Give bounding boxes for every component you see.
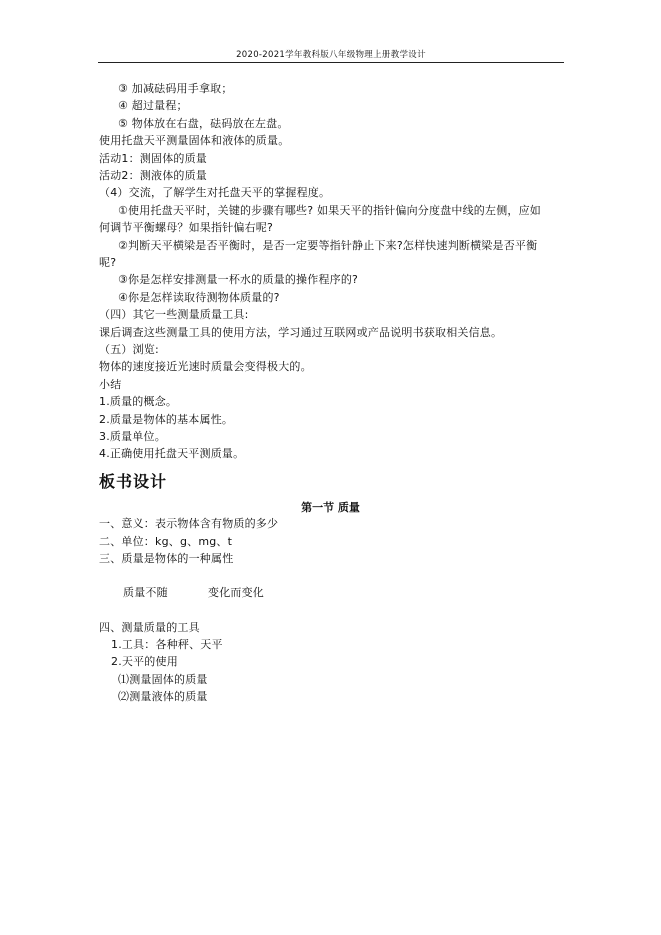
header-rule xyxy=(98,62,564,63)
board-line: ⑴测量固体的质量 xyxy=(118,673,208,686)
board-line: 1.工具：各种秤、天平 xyxy=(111,638,223,651)
body-line: ①使用托盘天平时，关键的步骤有哪些? 如果天平的指针偏向分度盘中线的左侧，应如 xyxy=(118,204,541,217)
body-line: ③你是怎样安排测量一杯水的质量的操作程序的? xyxy=(118,273,359,286)
body-line: ④你是怎样读取待测物体质量的? xyxy=(118,291,280,304)
body-line: ⑤ 物体放在右盘，砝码放在左盘。 xyxy=(118,117,289,130)
body-line: 物体的速度接近光速时质量会变得极大的。 xyxy=(99,360,312,373)
board-line: 一、意义：表示物体含有物质的多少 xyxy=(99,517,279,530)
board-line: 三、质量是物体的一种属性 xyxy=(99,552,234,565)
board-line: 2.天平的使用 xyxy=(111,655,178,668)
body-line: ③ 加减砝码用手拿取； xyxy=(118,82,233,95)
board-design-heading: 板书设计 xyxy=(99,472,168,491)
body-line: 课后调查这些测量工具的使用方法，学习通过互联网或产品说明书获取相关信息。 xyxy=(99,326,503,339)
body-line: 活动2：测液体的质量 xyxy=(99,169,207,182)
board-line: 四、测量质量的工具 xyxy=(99,621,200,634)
body-line: 2.质量是物体的基本属性。 xyxy=(99,413,234,426)
board-title: 第一节 质量 xyxy=(301,501,360,514)
board-line: 质量不随 xyxy=(123,586,168,599)
board-line: 二、单位：kg、g、mg、t xyxy=(99,535,233,548)
body-line: 使用托盘天平测量固体和液体的质量。 xyxy=(99,134,290,147)
body-line: 呢? xyxy=(99,256,117,269)
body-line: 1.质量的概念。 xyxy=(99,395,178,408)
body-line: （四）其它一些测量质量工具: xyxy=(99,308,249,321)
body-line: 何调节平衡螺母？如果指针偏右呢? xyxy=(99,221,274,234)
body-line: ②判断天平横梁是否平衡时，是否一定要等指针静止下来?怎样快速判断横梁是否平衡 xyxy=(118,239,538,252)
body-line: 小结 xyxy=(99,378,122,391)
board-line: 变化而变化 xyxy=(208,586,264,599)
body-line: 4.正确使用托盘天平测质量。 xyxy=(99,447,245,460)
body-line: ④ 超过量程； xyxy=(118,99,188,112)
page-header: 2020-2021学年教科版八年级物理上册教学设计 xyxy=(236,50,426,60)
board-line: ⑵测量液体的质量 xyxy=(118,690,208,703)
body-line: 活动1：测固体的质量 xyxy=(99,152,207,165)
body-line: 3.质量单位。 xyxy=(99,430,166,443)
body-line: （4）交流，了解学生对托盘天平的掌握程度。 xyxy=(99,186,331,199)
body-line: （五）浏览: xyxy=(99,343,159,356)
